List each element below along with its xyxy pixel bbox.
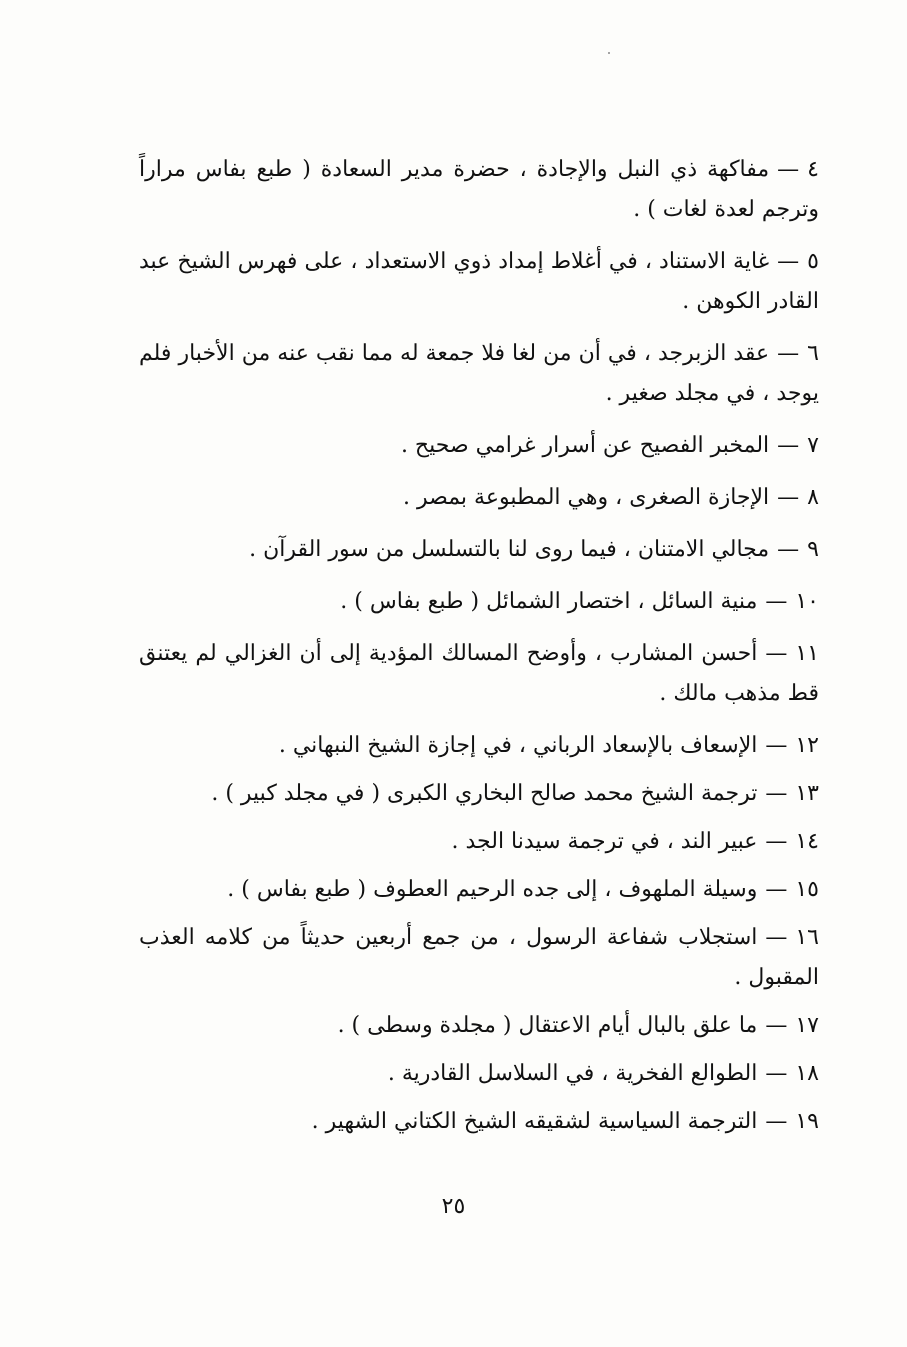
item-text: عقد الزبرجد ، في أن من لغا فلا جمعة له مما نقب عنه من الأخبار فلم يوجد ، في مجلد صغير . <box>139 341 819 406</box>
item-dash: — <box>777 537 800 562</box>
list-item <box>139 530 819 570</box>
item-text: الطوالع الفخرية ، في السلاسل القادرية . <box>387 1061 758 1086</box>
item-number: ١٣ <box>795 781 819 806</box>
list-item <box>139 1054 819 1094</box>
list-item <box>139 334 819 414</box>
item-number: ٤ <box>807 157 819 182</box>
list-item <box>139 918 819 998</box>
item-number: ٦ <box>807 341 819 366</box>
item-text: عبير الند ، في ترجمة سيدنا الجد . <box>451 829 758 854</box>
item-dash: — <box>777 485 800 510</box>
item-number: ٨ <box>807 485 819 510</box>
list-item <box>139 726 819 766</box>
list-item <box>139 478 819 518</box>
item-text: الإسعاف بالإسعاد الرباني ، في إجازة الشيخ النبهاني . <box>278 733 758 758</box>
item-text: ترجمة الشيخ محمد صالح البخاري الكبرى ( في مجلد كبير ) . <box>211 781 758 806</box>
item-text: غاية الاستناد ، في أغلاط إمداد ذوي الاستعداد ، على فهرس الشيخ عبد القادر الكوهن . <box>139 249 819 314</box>
list-item <box>139 822 819 862</box>
item-number: ١٤ <box>795 829 819 854</box>
list-item <box>139 870 819 910</box>
bibliography-list <box>139 150 819 1150</box>
item-text: منية السائل ، اختصار الشمائل ( طبع بفاس ) . <box>340 589 758 614</box>
item-dash: — <box>777 433 800 458</box>
item-number: ١٩ <box>795 1109 819 1134</box>
item-dash: — <box>765 1109 788 1134</box>
item-text: المخبر الفصيح عن أسرار غرامي صحيح . <box>400 433 770 458</box>
item-number: ١٧ <box>795 1013 819 1038</box>
item-text: أحسن المشارب ، وأوضح المسالك المؤدية إلى أن الغزالي لم يعتنق قط مذهب مالك . <box>139 641 819 706</box>
item-number: ٥ <box>807 249 819 274</box>
item-dash: — <box>777 249 800 274</box>
item-number: ١٢ <box>795 733 819 758</box>
item-dash: — <box>765 589 788 614</box>
page-number: ٢٥ <box>441 1194 466 1219</box>
item-number: ١١ <box>795 641 819 666</box>
item-text: الترجمة السياسية لشقيقه الشيخ الكتاني الشهير . <box>311 1109 758 1134</box>
item-text: استجلاب شفاعة الرسول ، من جمع أربعين حديثاً من كلامه العذب المقبول . <box>139 925 819 990</box>
item-dash: — <box>765 925 788 950</box>
list-item <box>139 582 819 622</box>
item-dash: — <box>765 781 788 806</box>
item-number: ١٠ <box>795 589 819 614</box>
paper-speck <box>608 52 610 54</box>
list-item <box>139 1006 819 1046</box>
item-number: ٧ <box>807 433 819 458</box>
item-text: وسيلة الملهوف ، إلى جده الرحيم العطوف ( طبع بفاس ) . <box>227 877 758 902</box>
item-text: مجالي الامتنان ، فيما روى لنا بالتسلسل من سور القرآن . <box>249 537 770 562</box>
list-item <box>139 150 819 230</box>
list-item <box>139 426 819 466</box>
item-dash: — <box>765 733 788 758</box>
item-text: الإجازة الصغرى ، وهي المطبوعة بمصر . <box>403 485 770 510</box>
item-text: ما علق بالبال أيام الاعتقال ( مجلدة وسطى ) . <box>337 1013 758 1038</box>
item-number: ٩ <box>807 537 819 562</box>
item-dash: — <box>765 1061 788 1086</box>
item-dash: — <box>765 1013 788 1038</box>
item-dash: — <box>765 877 788 902</box>
item-number: ١٥ <box>795 877 819 902</box>
item-dash: — <box>777 341 800 366</box>
list-item <box>139 242 819 322</box>
item-number: ١٦ <box>795 925 819 950</box>
item-dash: — <box>765 829 788 854</box>
list-item <box>139 1102 819 1142</box>
list-item <box>139 774 819 814</box>
item-dash: — <box>777 157 800 182</box>
item-number: ١٨ <box>795 1061 819 1086</box>
list-item <box>139 634 819 714</box>
item-dash: — <box>765 641 788 666</box>
item-text: مفاكهة ذي النبل والإجادة ، حضرة مدير السعادة ( طبع بفاس مراراً وترجم لعدة لغات ) . <box>139 157 819 222</box>
